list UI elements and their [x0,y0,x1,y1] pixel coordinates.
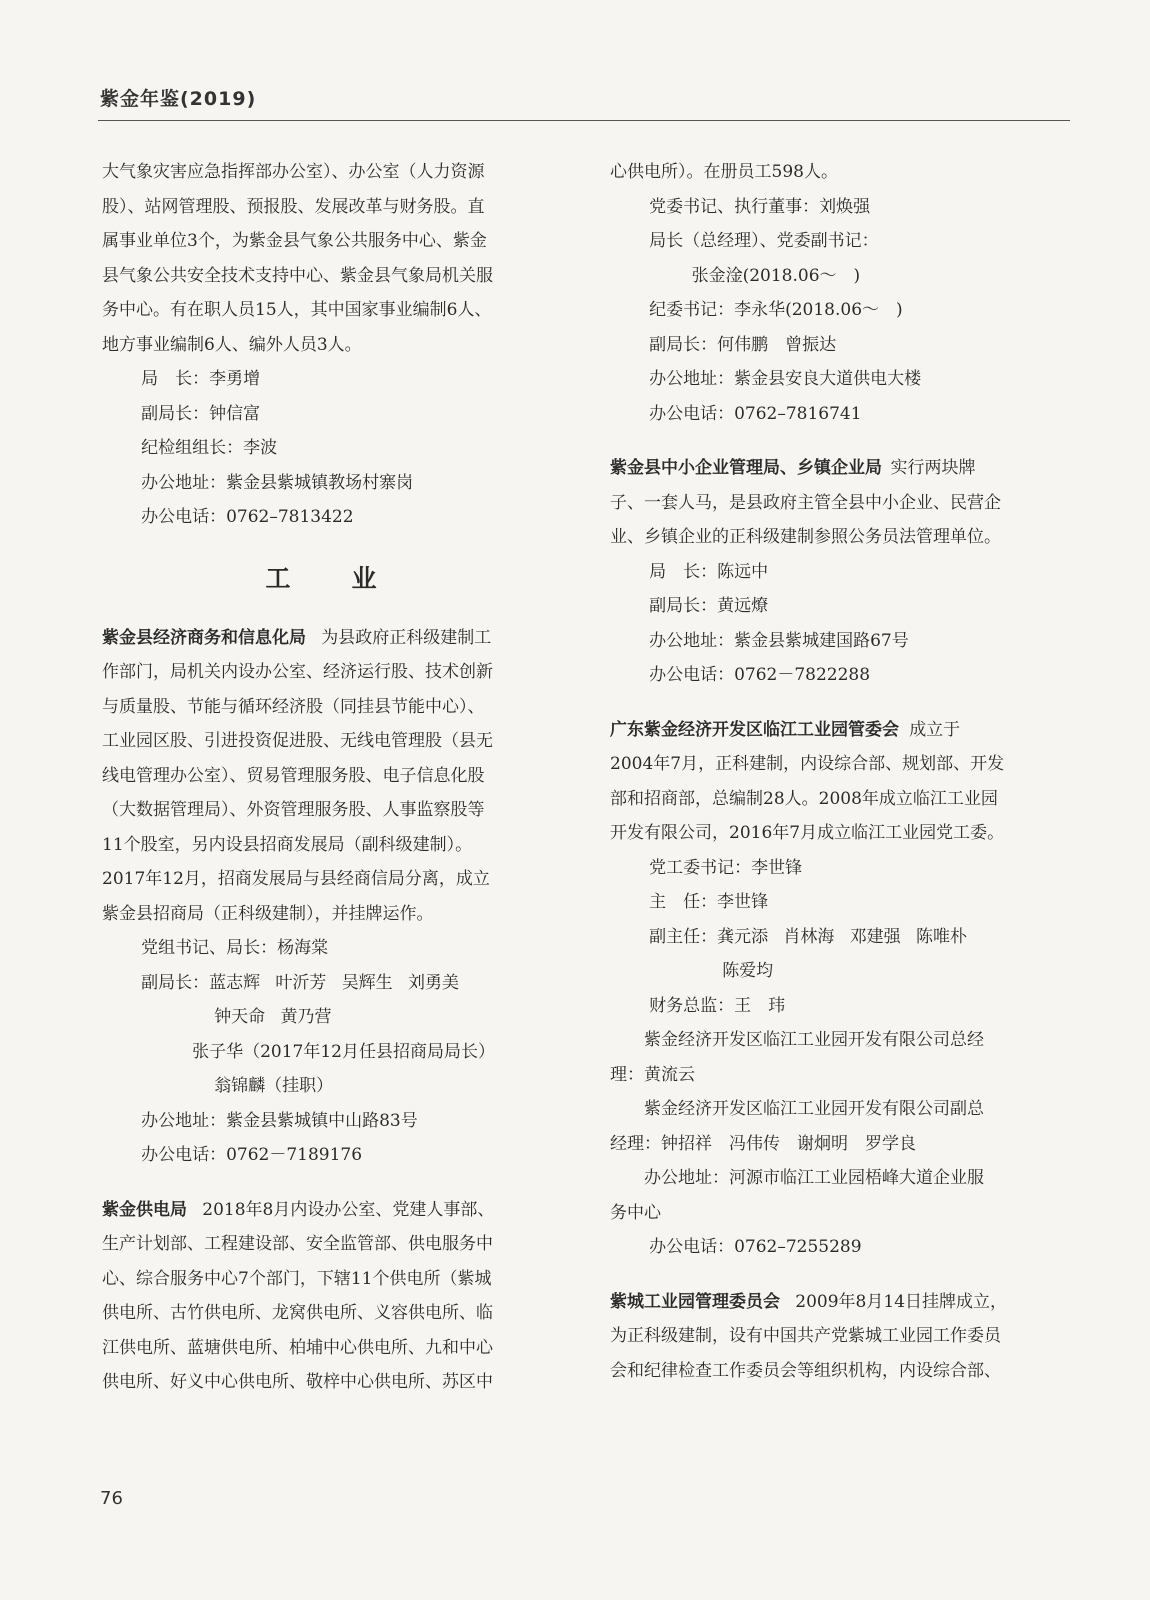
gm-entry: 紫金经济开发区临江工业园开发有限公司总经 [644,1030,984,1050]
section-title: 工 业 [265,563,395,593]
text-line: 为正科级建制，设有中国共产党紫城工业园工作委员 [610,1326,1001,1346]
text-line: 子、一套人马，是县政府主管全县中小企业、民营企 [610,492,1001,513]
text-line: 生产计划部、工程建设部、安全监管部、供电服务中 [102,1234,493,1254]
finance-entry: 财务总监：王 玮 [649,995,786,1016]
sme-bureau-section [610,451,1066,693]
deputy-row: 翁锦麟（挂职） [214,1076,334,1096]
person-name: 钟天命 [214,1007,266,1027]
running-header: 紫金年鉴(2019) [100,88,257,110]
right-column [610,155,1066,1388]
deputy-row: 副主任：龚元添 肖林海 邓建强 陈唯朴 [649,926,967,947]
person-name: 龚元添 [717,926,769,947]
director-entry: 主 任：李世锋 [649,892,769,912]
person-name: 肖林海 [783,926,835,947]
text-line: 开发有限公司，2016年7月成立临江工业园党工委。 [610,823,1005,843]
text-line: 紫金供电局 2018年8月内设办公室、党建人事部、 [102,1199,495,1220]
deputy-director-entry: 副局长：钟信富 [141,403,261,424]
spacer [102,1173,558,1193]
gm-label-entry: 局长（总经理）、党委副书记： [649,231,879,251]
power-bureau-section [102,1193,558,1400]
dgm-entry: 经理：钟招祥 冯伟传 谢炯明 罗学良 [610,1133,916,1154]
spacer [610,431,1066,451]
text-line: 大气象灾害应急指挥部办公室）、办公室（人力资源 [102,162,485,182]
org-name: 紫金县经济商务和信息化局 [102,627,306,648]
text-line: 紫城工业园管理委员会 2009年8月14日挂牌成立， [610,1291,1008,1312]
office-address: 办公地址：紫金县紫城镇中山路83号 [141,1110,418,1131]
director-entry: 局 长：陈远中 [649,561,769,582]
text-line: 广东紫金经济开发区临江工业园管委会 成立于 [610,719,961,740]
office-address: 办公地址：紫金县安良大道供电大楼 [649,369,922,389]
deputy-row [102,1000,558,1035]
text-line: （大数据管理局）、外资管理服务股、人事监察股等 [102,800,485,820]
deputy-entry: 副局长：黄远燎 [649,596,769,616]
text-line: 部和招商部，总编制28人。2008年成立临江工业园 [610,788,998,809]
gm-entry: 理：黄流云 [610,1064,695,1085]
header-rule [98,120,1070,121]
text-line: 县气象公共安全技术支持中心、紫金县气象局机关服 [102,265,493,286]
person-name: 黄乃营 [280,1007,332,1027]
weather-bureau-intro [102,155,558,362]
power-bureau-cont [610,155,1066,431]
dgm-entry: 紫金经济开发区临江工业园开发有限公司副总 [644,1099,984,1119]
left-column [102,155,558,1400]
text-line: 作部门，局机关内设办公室、经济运行股、技术创新 [102,662,493,682]
deputy-row: 副局长：蓝志辉 叶沂芳 吴辉生 刘勇美 [141,972,459,993]
gm-name-entry: 张金淦(2018.06～ ) [691,265,861,286]
secretary-entry: 党组书记、局长：杨海棠 [141,938,329,958]
text-line: 供电所、好义中心供电所、敬梓中心供电所、苏区中 [102,1372,493,1392]
deputy-entry: 副局长：何伟鹏 曾振达 [649,334,837,355]
text-line: 会和纪律检查工作委员会等组织机构，内设综合部、 [610,1360,1001,1381]
org-name: 紫金供电局 [102,1199,187,1220]
text-line: 2004年7月，正科建制，内设综合部、规划部、开发 [610,754,1005,774]
office-phone: 办公电话：0762–7813422 [141,507,354,527]
person-name: 刘勇美 [407,972,459,993]
director-entry: 局 长：李勇增 [141,369,261,389]
text-line: 供电所、古竹供电所、龙窝供电所、义容供电所、临 [102,1303,493,1323]
zicheng-committee-section [610,1285,1066,1389]
text-line: 地方事业编制6人、编外人员3人。 [102,334,362,355]
org-name: 紫金县中小企业管理局、乡镇企业局 [610,458,882,478]
text-line: 心供电所）。在册员工598人。 [610,162,838,182]
secretary-entry: 党工委书记：李世锋 [649,857,803,878]
deputy-row: 陈爱均 [722,961,774,981]
discipline-entry: 纪委书记：李永华(2018.06～ ) [649,300,903,320]
person-name: 蓝志辉 [209,972,261,993]
discipline-leader-entry: 纪检组组长：李波 [141,438,278,458]
office-phone: 办公电话：0762–7255289 [649,1237,862,1257]
text-line: 紫金县招商局（正科级建制），并挂牌运作。 [102,903,434,924]
text-line: 心、综合服务中心7个部门，下辖11个供电所（紫城 [102,1268,492,1289]
text-line: 2017年12月，招商发展局与县经商信局分离，成立 [102,869,490,889]
office-address: 办公地址：紫金县紫城建国路67号 [649,630,909,651]
econ-bureau-section [102,621,558,1173]
spacer [610,693,1066,713]
person-name: 吴辉生 [341,972,393,993]
office-phone: 办公电话：0762－7189176 [141,1145,363,1165]
text-line: 江供电所、蓝塘供电所、柏埔中心供电所、九和中心 [102,1337,493,1358]
text-line: 紫金县中小企业管理局、乡镇企业局 实行两块牌 [610,458,976,478]
text-line: 业、乡镇企业的正科级建制参照公务员法管理单位。 [610,527,1001,547]
deputy-row: 张子华（2017年12月任县招商局局长） [192,1041,495,1062]
linjiang-committee-section [610,713,1066,1265]
text-line: 属事业单位3个，为紫金县气象公共服务中心、紫金 [102,231,487,251]
page-number: 76 [100,1488,123,1509]
text-line: 11个股室，另内设县招商发展局（副科级建制）。 [102,834,473,855]
text-line: 务中心。有在职人员15人，其中国家事业编制6人、 [102,300,492,320]
secretary-entry: 党委书记、执行董事：刘焕强 [649,196,871,217]
spacer [610,1265,1066,1285]
office-address: 务中心 [610,1202,661,1223]
text-line: 工业园区股、引进投资促进股、无线电管理股（县无 [102,731,493,751]
person-name: 陈唯朴 [915,926,967,947]
office-address: 办公地址：河源市临江工业园梧峰大道企业服 [644,1168,984,1188]
office-phone: 办公电话：0762–7816741 [649,403,862,424]
text-line: 线电管理办公室）、贸易管理服务股、电子信息化股 [102,765,485,786]
text-line: 股）、站网管理股、预报股、发展改革与财务股。直 [102,196,485,217]
office-phone: 办公电话：0762－7822288 [649,665,871,685]
text-line: 与质量股、节能与循环经济股（同挂县节能中心）、 [102,696,485,717]
org-name: 广东紫金经济开发区临江工业园管委会 [610,719,899,740]
text-line: 紫金县经济商务和信息化局 为县政府正科级建制工 [102,627,492,648]
office-address: 办公地址：紫金县紫城镇教场村寨岗 [141,472,414,493]
person-name: 邓建强 [849,926,901,947]
org-name: 紫城工业园管理委员会 [610,1291,780,1312]
weather-bureau-contacts [102,362,558,535]
person-name: 叶沂芳 [275,972,327,993]
